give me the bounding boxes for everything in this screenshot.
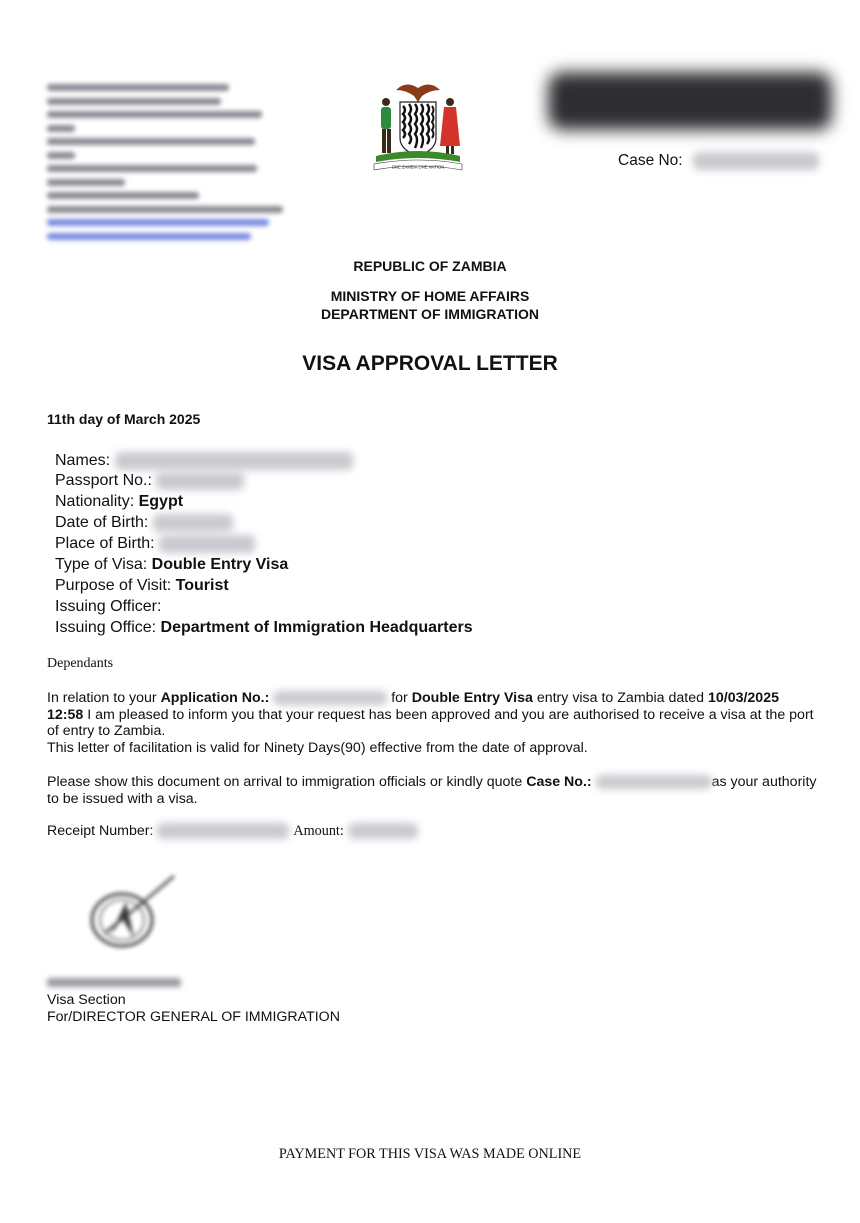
p1-text-b: for bbox=[387, 690, 412, 706]
office-value: Department of Immigration Headquarters bbox=[160, 619, 473, 636]
case-no-row bbox=[618, 150, 819, 171]
visa-type-row bbox=[55, 554, 288, 575]
passport-row bbox=[55, 470, 244, 491]
case-no-label: Case No: bbox=[618, 152, 683, 169]
names-label: Names: bbox=[55, 452, 111, 469]
purpose-value: Tourist bbox=[175, 577, 229, 594]
receipt-row bbox=[47, 823, 418, 840]
p1-visa-type: Double Entry Visa bbox=[411, 690, 533, 706]
page-title: VISA APPROVAL LETTER bbox=[302, 352, 558, 375]
names-value-redacted bbox=[115, 452, 353, 470]
purpose-label: Purpose of Visit: bbox=[55, 577, 172, 594]
office-row bbox=[55, 617, 473, 638]
p1-text-d: I am pleased to inform you that your request has been approved and you are authorised to receive a visa at the port of entry to Zambia. bbox=[47, 706, 814, 739]
p1-text-c: entry visa to Zambia dated bbox=[532, 690, 708, 706]
letter-date: 11th day of March 2025 bbox=[47, 411, 201, 427]
officer-label: Issuing Officer: bbox=[55, 598, 162, 615]
dependants-label: Dependants bbox=[47, 656, 114, 671]
visa-type-label: Type of Visa: bbox=[55, 556, 148, 573]
p3-text-a: Please show this document on arrival to immigration officials or kindly quote bbox=[47, 774, 527, 790]
pob-value-redacted bbox=[159, 535, 255, 553]
nationality-value: Egypt bbox=[138, 493, 184, 510]
application-date: 10/03/2025 12:58 bbox=[47, 690, 779, 723]
approval-paragraph bbox=[47, 690, 817, 756]
p1-text-a: In relation to your bbox=[47, 690, 161, 706]
application-no-redacted bbox=[273, 691, 387, 705]
arrival-paragraph bbox=[47, 774, 817, 807]
nationality-label: Nationality: bbox=[55, 493, 135, 510]
coat-of-arms-emblem bbox=[370, 76, 466, 176]
pob-label: Place of Birth: bbox=[55, 535, 155, 552]
dob-value-redacted bbox=[153, 514, 233, 532]
purpose-row bbox=[55, 575, 229, 596]
nationality-row bbox=[55, 491, 183, 512]
director-general-text: For/DIRECTOR GENERAL OF IMMIGRATION bbox=[47, 1009, 340, 1025]
pob-row bbox=[55, 533, 255, 554]
address-block bbox=[47, 84, 287, 246]
officer-row bbox=[55, 596, 161, 617]
validity-text: This letter of facilitation is valid for Ninety Days(90) effective from the date of approval. bbox=[47, 739, 588, 756]
passport-label: Passport No.: bbox=[55, 472, 152, 489]
p3-text-b: as your authority to be issued with a visa. bbox=[47, 774, 817, 807]
case-no-value-redacted bbox=[693, 152, 819, 170]
receipt-label: Receipt Number: bbox=[47, 823, 154, 839]
application-no-label: Application No.: bbox=[160, 690, 270, 706]
dob-label: Date of Birth: bbox=[55, 514, 149, 531]
passport-value-redacted bbox=[156, 472, 244, 490]
redacted-logo bbox=[548, 72, 832, 130]
office-label: Issuing Office: bbox=[55, 619, 157, 636]
receipt-value-redacted bbox=[157, 823, 289, 839]
signature-mark bbox=[82, 872, 182, 960]
amount-value-redacted bbox=[348, 823, 418, 839]
department-heading: DEPARTMENT OF IMMIGRATION bbox=[320, 306, 540, 322]
dob-row bbox=[55, 512, 233, 533]
ministry-heading: MINISTRY OF HOME AFFAIRS bbox=[330, 288, 530, 304]
amount-label: Amount: bbox=[293, 823, 344, 839]
names-row bbox=[55, 450, 353, 471]
case-no-inline-redacted bbox=[596, 775, 712, 789]
motto-text: ONE ZAMBIA ONE NATION bbox=[391, 164, 445, 170]
payment-footer: PAYMENT FOR THIS VISA WAS MADE ONLINE bbox=[278, 1146, 582, 1162]
case-no-inline-label: Case No.: bbox=[526, 774, 592, 790]
republic-heading: REPUBLIC OF ZAMBIA bbox=[353, 258, 507, 274]
signatory-name-redacted bbox=[47, 978, 181, 987]
visa-section-text: Visa Section bbox=[47, 992, 126, 1008]
visa-type-value: Double Entry Visa bbox=[151, 556, 289, 573]
